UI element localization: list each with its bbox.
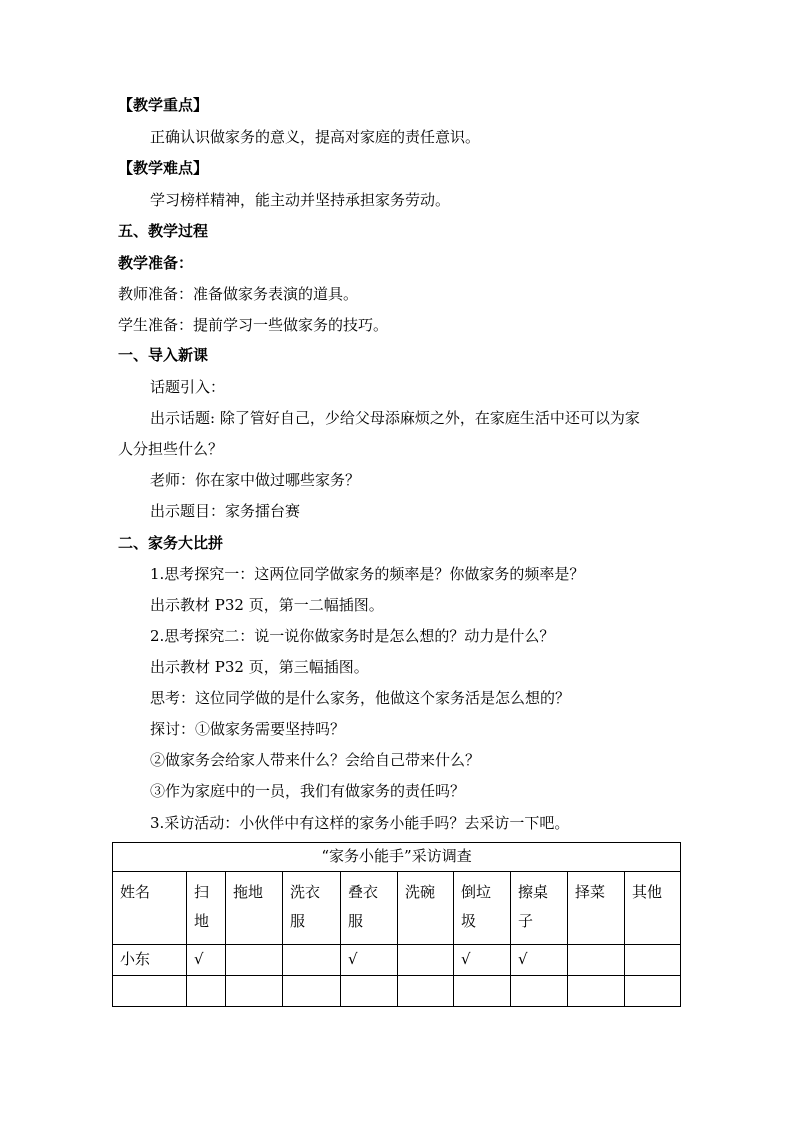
table-row: [113, 976, 681, 1007]
table-cell: [625, 976, 681, 1007]
table-row: [113, 945, 681, 976]
section2-line: ②做家务会给家人带来什么？会给自己带来什么？: [150, 751, 481, 769]
section1-line: 老师：你在家中做过哪些家务？: [150, 471, 361, 489]
table-cell: 小东: [113, 945, 187, 976]
table-cell: [187, 976, 226, 1007]
table-cell: [568, 945, 625, 976]
header-cell-dishes: 洗碗: [398, 872, 454, 945]
header-cell-mop: 拖地: [226, 872, 283, 945]
section2-line: 2.思考探究二：说一说你做家务时是怎么想的？动力是什么？: [150, 627, 555, 645]
section2-line: 1.思考探究一：这两位同学做家务的频率是？你做家务的频率是？: [150, 565, 585, 583]
table-cell: √: [187, 945, 226, 976]
section1-line: 出示话题: 除了管好自己，少给父母添麻烦之外，在家庭生活中还可以为家: [150, 409, 640, 427]
process-heading: 五、教学过程: [118, 222, 209, 240]
teacher-prep: 教师准备：准备做家务表演的道具。: [118, 285, 359, 303]
key-point-text: 正确认识做家务的意义，提高对家庭的责任意识。: [150, 128, 481, 146]
difficult-point-text: 学习榜样精神，能主动并坚持承担家务劳动。: [150, 191, 451, 209]
section2-line: 出示教材 P32 页，第一二幅插图。: [150, 596, 384, 614]
table-cell: [511, 976, 568, 1007]
student-prep: 学生准备：提前学习一些做家务的技巧。: [118, 316, 389, 334]
table-cell: [283, 976, 341, 1007]
key-point-heading: 【教学重点】: [118, 96, 209, 114]
survey-table: [112, 842, 681, 1007]
section1-line: 人分担些什么？: [118, 440, 224, 458]
section2-heading: 二、家务大比拼: [118, 534, 224, 552]
section1-line: 出示题目：家务擂台赛: [150, 502, 301, 520]
table-cell: [113, 976, 187, 1007]
section2-line: 探讨：①做家务需要坚持吗？: [150, 720, 346, 738]
table-cell: [226, 976, 283, 1007]
section2-line: ③作为家庭中的一员，我们有做家务的责任吗？: [150, 782, 466, 800]
table-cell: [283, 945, 341, 976]
table-cell: √: [454, 945, 511, 976]
header-cell-wipe-table: 擦桌 子: [511, 872, 568, 945]
table-cell: [341, 976, 398, 1007]
difficult-point-heading: 【教学难点】: [118, 159, 209, 177]
header-cell-trash: 倒垃 圾: [454, 872, 511, 945]
table-cell: √: [341, 945, 398, 976]
section2-line: 3.采访活动：小伙伴中有这样的家务小能手吗？去采访一下吧。: [150, 814, 570, 832]
table-cell: [398, 945, 454, 976]
prep-heading: 教学准备：: [118, 254, 194, 272]
table-cell: [625, 945, 681, 976]
section2-line: 出示教材 P32 页，第三幅插图。: [150, 658, 369, 676]
header-cell-laundry: 洗衣 服: [283, 872, 341, 945]
table-cell: [568, 976, 625, 1007]
survey-table-header-row: [113, 872, 681, 945]
section1-line: 话题引入：: [150, 378, 226, 396]
header-cell-pick-vegetables: 择菜: [568, 872, 625, 945]
header-cell-name: 姓名: [113, 872, 187, 945]
header-cell-sweep: 扫 地: [187, 872, 226, 945]
table-cell: [454, 976, 511, 1007]
header-cell-other: 其他: [625, 872, 681, 945]
section2-line: 思考：这位同学做的是什么家务，他做这个家务活是怎么想的？: [150, 689, 571, 707]
survey-table-title: “家务小能手”采访调查: [113, 843, 681, 872]
table-cell: √: [511, 945, 568, 976]
table-cell: [226, 945, 283, 976]
table-cell: [398, 976, 454, 1007]
section1-heading: 一、导入新课: [118, 346, 209, 364]
header-cell-fold-clothes: 叠衣 服: [341, 872, 398, 945]
